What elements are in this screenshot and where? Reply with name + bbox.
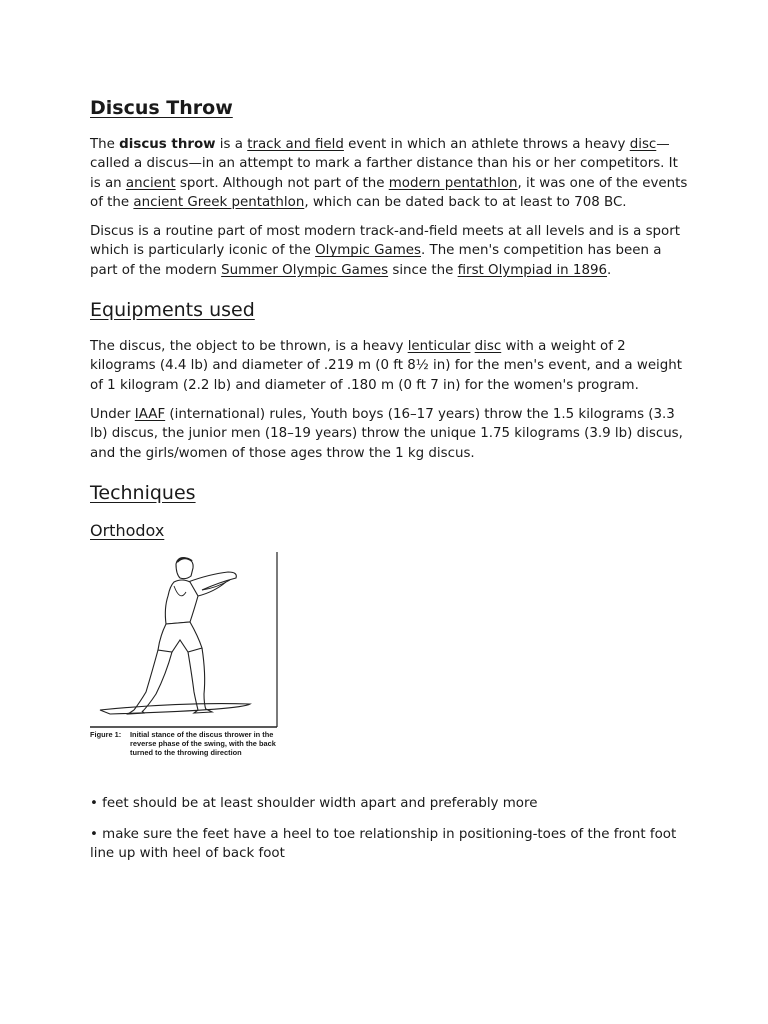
link-summer-olympic-games[interactable]: Summer Olympic Games — [221, 262, 389, 278]
equipment-paragraph — [90, 337, 690, 395]
link-olympic-games[interactable]: Olympic Games — [315, 243, 421, 259]
iaaf-paragraph — [90, 405, 690, 463]
bold-term: discus throw — [119, 137, 216, 152]
text-run: Under — [90, 406, 135, 422]
orthodox-subheading: Orthodox — [90, 520, 165, 540]
text-run: sport. Although not part of the — [175, 175, 389, 191]
text-run: , which can be dated back to at least to 708 BC. — [304, 194, 627, 210]
text-run: The — [90, 137, 120, 152]
link-ancient[interactable]: ancient — [125, 175, 176, 191]
link-disc[interactable]: disc — [629, 137, 657, 152]
text-run: The discus, the object to be thrown, is a heavy — [90, 339, 408, 355]
text-run: is a — [215, 137, 248, 152]
link-iaaf[interactable]: IAAF — [134, 406, 166, 422]
link-first-olympiad-1896[interactable]: first Olympiad in 1896 — [457, 262, 608, 278]
text-run: . The men's competition has been a part of the modern — [90, 243, 662, 278]
text-run: with a weight of 2 kilograms (4.4 lb) and diameter of .219 m (0 ft 8½ in) for the men's event, and a weight of 1 kilogram (2.2 lb) and diameter of .180 m (0 ft 7 in) for the women's program. — [90, 339, 683, 393]
document-body — [90, 96, 690, 864]
link-ancient-greek-pentathlon[interactable]: ancient Greek pentathlon — [133, 194, 305, 210]
link-disc[interactable]: disc — [474, 339, 502, 355]
text-run: event in which an athlete throws a heavy — [343, 137, 630, 152]
text-run: , it was one of the events of the — [90, 175, 688, 210]
page-title: Discus Throw — [90, 97, 233, 119]
text-run: since the — [388, 262, 458, 278]
technique-bullet-2: • make sure the feet have a heel to toe relationship in positioning-toes of the front foot line up with heel of back foot — [90, 827, 677, 862]
equipment-heading: Equipments used — [90, 299, 255, 322]
text-run: . — [607, 262, 612, 278]
stance-figure — [90, 552, 285, 782]
figure-caption-text: Initial stance of the discus thrower in the reverse phase of the swing, with the back turned to the throwing direction — [130, 729, 276, 758]
olympics-paragraph — [90, 222, 690, 280]
figure-label: Figure 1: — [90, 729, 122, 739]
intro-paragraph — [90, 135, 690, 212]
technique-bullet-1: • feet should be at least shoulder width apart and preferably more — [90, 795, 538, 811]
text-run: Discus is a routine part of most modern track-and-field meets at all levels and is a sport which is particularly iconic of the — [90, 224, 681, 259]
text-run: (international) rules, Youth boys (16–17 years) throw the 1.5 kilograms (3.3 lb) discus, the junior men (18–19 years) throw the unique 1.75 kilograms (3.9 lb) discus, and the girls/women of those ages throw the 1 kg discus. — [90, 406, 683, 461]
link-track-and-field[interactable]: track and field — [247, 137, 344, 152]
link-lenticular[interactable]: lenticular — [407, 339, 471, 355]
text-run: —called a discus—in an attempt to mark a farther distance than his or her competitors. It is an — [90, 137, 678, 191]
techniques-heading: Techniques — [90, 481, 196, 504]
link-modern-pentathlon[interactable]: modern pentathlon — [388, 175, 518, 191]
